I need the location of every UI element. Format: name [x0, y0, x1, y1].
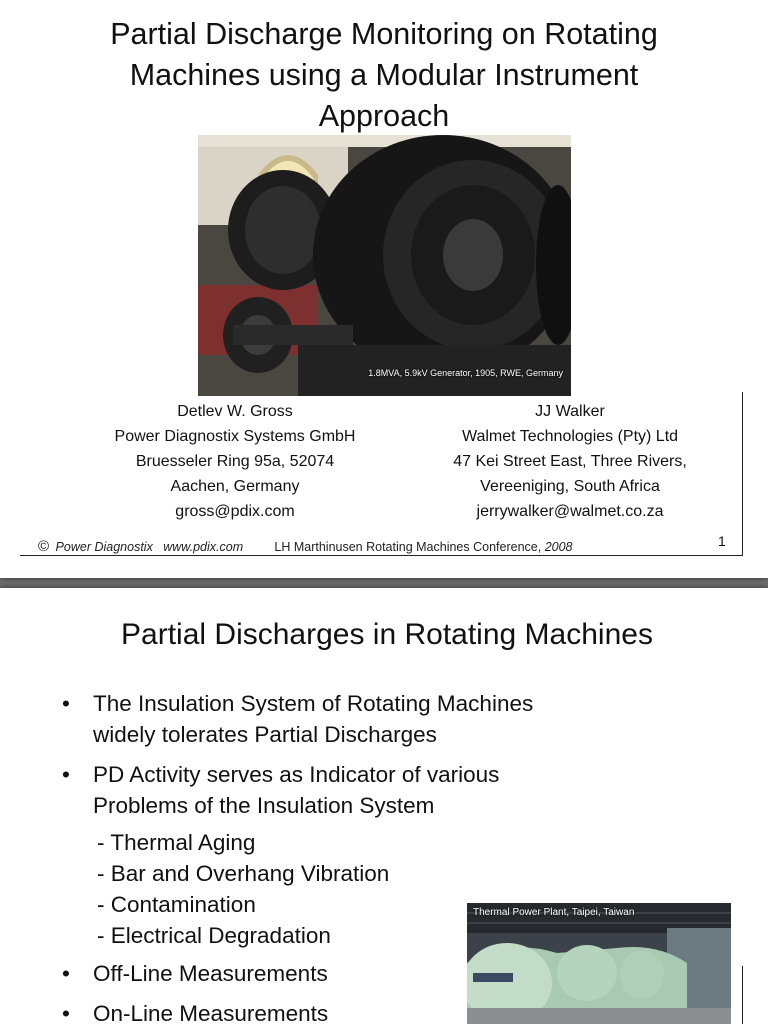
- sub-item: - Bar and Overhang Vibration: [97, 861, 390, 886]
- author-city: Vereeniging, South Africa: [480, 478, 660, 495]
- bullet-line: The Insulation System of Rotating Machines: [93, 691, 534, 716]
- bullet-symbol: •: [62, 691, 70, 716]
- bullet-symbol: •: [62, 1001, 70, 1024]
- slide-footer: [38, 538, 573, 555]
- copyright-symbol: ©: [38, 538, 50, 555]
- sub-item: - Thermal Aging: [97, 830, 256, 855]
- author-block-left: [90, 399, 380, 524]
- title-line: Partial Discharge Monitoring on Rotating: [110, 17, 658, 51]
- sub-item: - Contamination: [97, 892, 256, 917]
- author-email: jerrywalker@walmet.co.za: [476, 503, 664, 520]
- bullet-symbol: •: [62, 762, 70, 787]
- slide-title: Partial Discharges in Rotating Machines: [121, 618, 653, 651]
- generator-photo: [198, 135, 571, 396]
- photo-caption: Thermal Power Plant, Taipei, Taiwan: [473, 907, 635, 918]
- footer-conference: LH Marthinusen Rotating Machines Conference,: [274, 540, 542, 554]
- frame-divider: [742, 966, 743, 1024]
- frame-divider: [20, 555, 743, 556]
- title-line: Machines using a Modular Instrument: [129, 58, 639, 92]
- bullet-item: [62, 688, 622, 750]
- author-name: JJ Walker: [535, 403, 605, 420]
- sub-item: - Electrical Degradation: [97, 923, 331, 948]
- author-email: gross@pdix.com: [175, 503, 295, 520]
- bullet-symbol: •: [62, 961, 70, 986]
- footer-company: Power Diagnostix: [55, 540, 153, 554]
- title-line: Approach: [318, 99, 450, 133]
- author-street: 47 Kei Street East, Three Rivers,: [453, 453, 687, 470]
- footer-year: 2008: [544, 540, 573, 554]
- footer-website: www.pdix.com: [163, 540, 244, 554]
- bullet-line: On-Line Measurements: [93, 1001, 329, 1024]
- photo-caption: 1.8MVA, 5.9kV Generator, 1905, RWE, Germany: [368, 368, 563, 378]
- author-city: Aachen, Germany: [170, 478, 300, 495]
- bullet-line: PD Activity serves as Indicator of various: [93, 762, 500, 787]
- author-company: Walmet Technologies (Pty) Ltd: [461, 428, 679, 445]
- author-street: Bruesseler Ring 95a, 52074: [135, 453, 335, 470]
- author-block-right: [425, 399, 715, 524]
- page-number: 1: [718, 533, 726, 549]
- frame-divider: [742, 392, 743, 555]
- bullet-item: [62, 759, 622, 821]
- author-name: Detlev W. Gross: [177, 403, 293, 420]
- power-plant-photo: [467, 903, 731, 1024]
- author-company: Power Diagnostix Systems GmbH: [114, 428, 356, 445]
- bullet-line: widely tolerates Partial Discharges: [93, 722, 437, 747]
- bullet-line: Problems of the Insulation System: [93, 793, 435, 818]
- slide-title: [20, 14, 748, 137]
- slide-2: [0, 588, 768, 1024]
- bullet-line: Off-Line Measurements: [93, 961, 328, 986]
